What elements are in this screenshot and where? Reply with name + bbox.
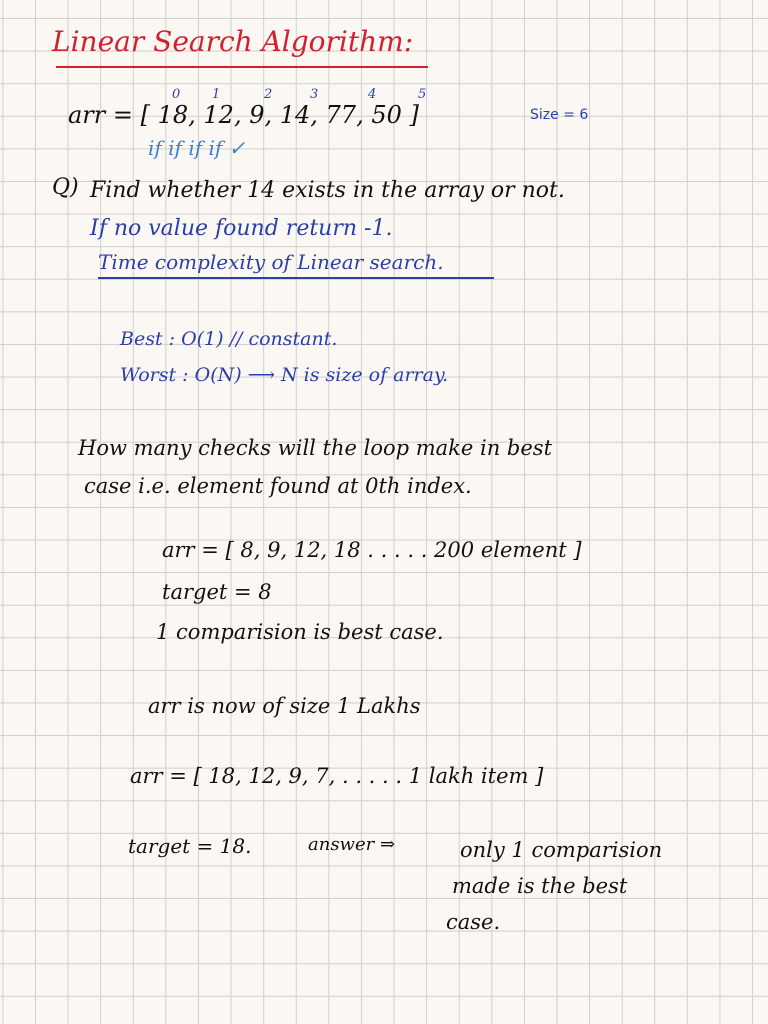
lakh-answer-line2: made is the best: [452, 874, 628, 898]
lakh-answer-line3: case.: [446, 910, 501, 934]
lakh-array: arr = [ 18, 12, 9, 7, . . . . . 1 lakh item ]: [130, 764, 544, 788]
array-index-0: 0: [172, 87, 181, 102]
question-note: If no value found return -1.: [90, 216, 393, 241]
lakh-intro: arr is now of size 1 Lakhs: [148, 694, 421, 718]
array-size: Size = 6: [530, 107, 589, 123]
title-underline: [56, 66, 428, 68]
lakh-answer-label: answer ⇒: [308, 834, 396, 855]
best-case-target: target = 8: [162, 580, 272, 604]
array-index-1: 1: [212, 87, 221, 102]
best-case-question-line2: case i.e. element found at 0th index.: [84, 474, 472, 498]
best-case-array: arr = [ 8, 9, 12, 18 . . . . . 200 element ]: [162, 538, 582, 562]
array-index-4: 4: [368, 87, 377, 102]
question-text: Find whether 14 exists in the array or not.: [90, 178, 565, 203]
best-case-result: 1 comparision is best case.: [156, 620, 444, 644]
heading-underline: [98, 277, 494, 279]
array-checks: if if if if ✓: [148, 136, 246, 160]
lakh-target: target = 18.: [128, 834, 252, 858]
worst-complexity: Worst : O(N) ⟶ N is size of array.: [120, 364, 449, 386]
page-title: Linear Search Algorithm:: [52, 25, 414, 58]
question-label: Q): [52, 175, 79, 200]
array-expression: arr = [ 18, 12, 9, 14, 77, 50 ]: [68, 101, 419, 129]
array-index-5: 5: [418, 87, 427, 102]
best-complexity: Best : O(1) // constant.: [120, 328, 338, 350]
array-index-2: 2: [264, 87, 273, 102]
array-index-3: 3: [310, 87, 319, 102]
best-case-question-line1: How many checks will the loop make in best: [78, 436, 553, 460]
time-complexity-heading: Time complexity of Linear search.: [98, 250, 444, 274]
lakh-answer-line1: only 1 comparision: [460, 838, 663, 862]
